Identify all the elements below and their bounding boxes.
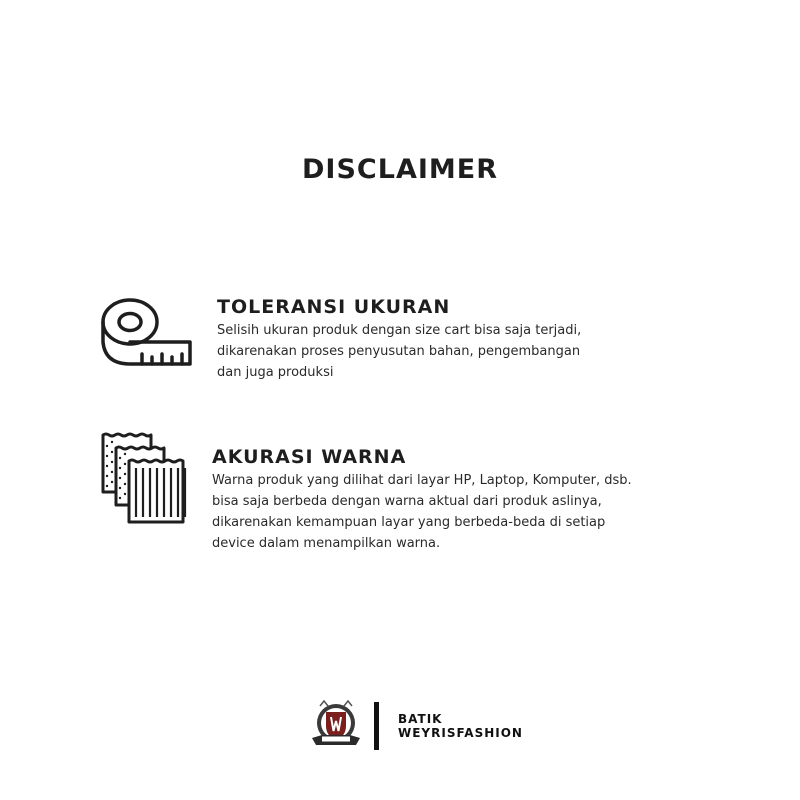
body-line: bisa saja berbeda dengan warna aktual dari produk aslinya, bbox=[212, 494, 602, 509]
measuring-tape-icon bbox=[100, 294, 194, 370]
body-line: dan juga produksi bbox=[217, 365, 334, 380]
section-body-akurasi-warna bbox=[212, 470, 632, 554]
section-body-toleransi-ukuran bbox=[217, 320, 581, 383]
weyris-crest-logo bbox=[310, 698, 362, 756]
body-line: Warna produk yang dilihat dari layar HP, Laptop, Komputer, dsb. bbox=[212, 473, 632, 488]
section-heading-toleransi-ukuran: TOLERANSI UKURAN bbox=[217, 296, 451, 318]
brand-line-2: WEYRISFASHION bbox=[398, 726, 523, 740]
body-line: dikarenakan proses penyusutan bahan, pengembangan bbox=[217, 344, 581, 359]
body-line: Selisih ukuran produk dengan size cart bisa saja terjadi, bbox=[217, 323, 582, 338]
page-title: DISCLAIMER bbox=[302, 154, 498, 185]
brand-name bbox=[398, 712, 523, 740]
section-heading-akurasi-warna: AKURASI WARNA bbox=[212, 446, 407, 468]
fabric-swatches-icon bbox=[100, 432, 194, 526]
body-line: dikarenakan kemampuan layar yang berbeda-beda di setiap bbox=[212, 515, 606, 530]
body-line: device dalam menampilkan warna. bbox=[212, 536, 441, 551]
footer-divider bbox=[374, 702, 379, 750]
brand-line-1: BATIK bbox=[398, 712, 443, 726]
